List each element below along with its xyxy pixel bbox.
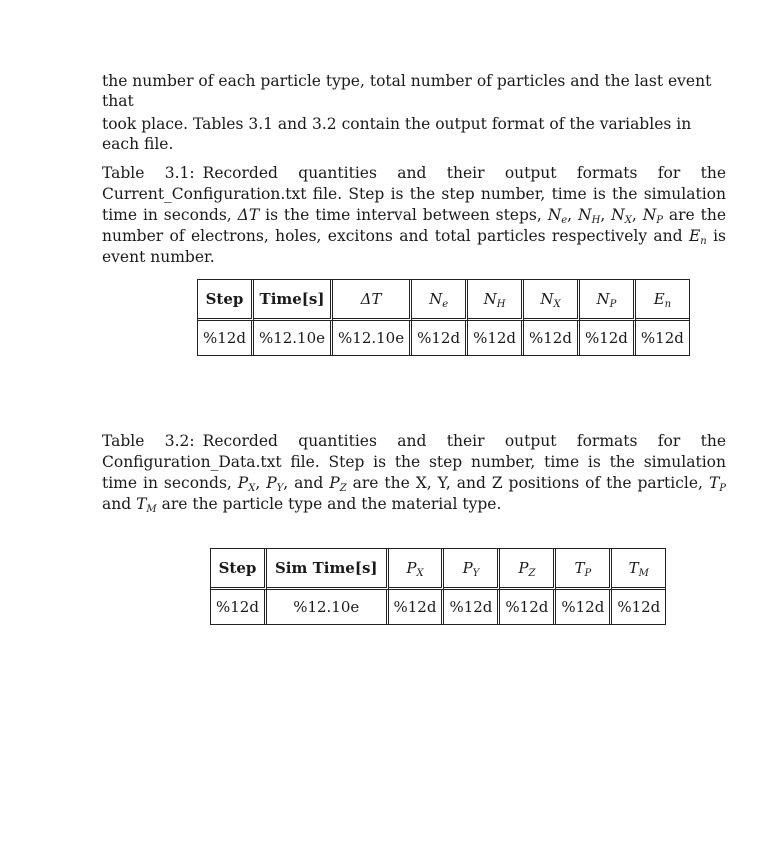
header-subscript: H	[496, 299, 506, 310]
caption-text: is event number.	[102, 227, 726, 266]
caption-symbol: E	[688, 227, 701, 245]
header-symbol: P	[462, 559, 473, 577]
caption-symbol: N	[642, 206, 657, 224]
header-symbol: E	[653, 290, 665, 308]
caption-text: and	[102, 495, 137, 513]
caption-symbol: N	[547, 206, 562, 224]
table-row	[211, 590, 665, 624]
caption-text: is the time interval between steps,	[259, 206, 548, 224]
header-cell	[556, 549, 612, 590]
header-subscript: Z	[528, 568, 536, 579]
caption-text: , and	[283, 474, 330, 492]
table-3-2-label: Table 3.2:	[102, 432, 195, 450]
intro-line-1: the number of each particle type, total number of particles and the last event that	[102, 72, 712, 110]
header-symbol: T	[574, 559, 585, 577]
header-subscript: P	[584, 568, 592, 579]
caption-subscript: Y	[276, 483, 284, 494]
table-cell: %12d	[556, 590, 612, 624]
table-cell: %12d	[468, 321, 524, 355]
header-cell: ΔT	[333, 280, 412, 321]
table-3-1-label: Table 3.1:	[102, 164, 195, 182]
caption-text: are the X, Y, and Z positions of the particle,	[346, 474, 709, 492]
caption-symbol: ΔT	[237, 206, 260, 224]
header-cell: Step	[211, 549, 267, 590]
header-cell: Time[s]	[254, 280, 333, 321]
header-cell	[444, 549, 500, 590]
table-cell: %12.10e	[267, 590, 389, 624]
caption-text: are the number of electrons, holes, excitons and total particles respectively and	[102, 206, 727, 245]
table-cell: %12d	[580, 321, 636, 355]
table-cell: %12d	[500, 590, 556, 624]
table-3-1	[197, 279, 690, 356]
caption-symbol: P	[237, 474, 249, 492]
table-row	[198, 321, 689, 355]
table-cell: %12d	[640, 329, 684, 347]
intro-line-2: took place. Tables 3.1 and 3.2 contain the output format of the variables in each file.	[102, 115, 692, 153]
table-cell: %12d	[444, 590, 500, 624]
header-subscript: n	[664, 299, 672, 310]
table-header-row	[198, 280, 689, 321]
header-cell	[389, 549, 445, 590]
caption-subscript: n	[700, 236, 707, 247]
header-cell: Step	[198, 280, 254, 321]
caption-subscript: X	[248, 483, 256, 494]
header-subscript: Y	[472, 568, 480, 579]
header-cell	[524, 280, 580, 321]
caption-subscript: X	[624, 215, 632, 226]
caption-symbol: T	[708, 474, 720, 492]
header-symbol: N	[483, 290, 497, 308]
table-cell: %12d	[524, 321, 580, 355]
caption-symbol: N	[611, 206, 625, 224]
table-header-row	[211, 549, 665, 590]
caption-subscript: P	[656, 215, 663, 226]
caption-text: are the particle type and the material type.	[156, 495, 502, 513]
caption-text: Recorded quantities and their output formats for the Current_Configuration.txt file. Step is the step number, time is the simulation time in seconds,	[102, 164, 727, 224]
header-cell	[580, 280, 636, 321]
header-cell	[500, 549, 556, 590]
table-cell: %12d	[617, 598, 661, 616]
header-subscript: X	[416, 568, 424, 579]
caption-subscript: M	[146, 504, 157, 515]
caption-subscript: P	[719, 483, 727, 494]
header-symbol: P	[406, 559, 417, 577]
table-3-2-caption: Table 3.2: Recorded quantities and their output formats for the Configuration_Data.txt file. Step is the step number, time is the simulation time in seconds, $P_X$, $P_Y$, and $P_Z$ are the X, Y, and Z positions of the particle, $T_P$ and $T_M$ are the particle type and the material type.	[102, 432, 727, 515]
table-3-1-caption: Table 3.1: Recorded quantities and their output formats for the Current_Configuration.txt file. Step is the step number, time is the simulation time in seconds, ΔT is the time interval between steps, $N_e$, $N_H$, $N_X$, $N_P$ are the number of electrons, holes, excitons and total particles respectively and $E_n$ is event number.	[102, 164, 727, 266]
caption-symbol: P	[329, 474, 340, 492]
table-cell: %12d	[389, 590, 445, 624]
header-symbol: N	[540, 290, 554, 308]
table-cell: %12.10e	[333, 321, 412, 355]
header-subscript: X	[553, 299, 561, 310]
header-cell	[468, 280, 524, 321]
table-cell: %12d	[412, 321, 468, 355]
header-subscript: M	[638, 568, 649, 579]
header-cell	[636, 280, 689, 321]
header-symbol: P	[518, 559, 529, 577]
header-subscript: e	[442, 299, 449, 310]
caption-text: Recorded quantities and their output formats for the Configuration_Data.txt file. Step is the step number, time is the simulation time in seconds,	[102, 432, 727, 492]
caption-subscript: H	[591, 215, 601, 226]
caption-symbol: N	[578, 206, 592, 224]
header-symbol: T	[628, 559, 639, 577]
table-3-2	[210, 548, 666, 625]
table-cell: %12d	[198, 321, 254, 355]
table-cell: %12.10e	[254, 321, 333, 355]
caption-symbol: P	[266, 474, 277, 492]
caption-symbol: T	[136, 495, 147, 513]
header-symbol: N	[429, 290, 443, 308]
caption-subscript: e	[561, 215, 568, 226]
header-cell	[612, 549, 665, 590]
caption-subscript: Z	[339, 483, 347, 494]
header-cell	[412, 280, 468, 321]
header-symbol: N	[596, 290, 610, 308]
table-cell: %12d	[211, 590, 267, 624]
header-cell: Sim Time[s]	[267, 549, 389, 590]
header-subscript: P	[609, 299, 617, 310]
